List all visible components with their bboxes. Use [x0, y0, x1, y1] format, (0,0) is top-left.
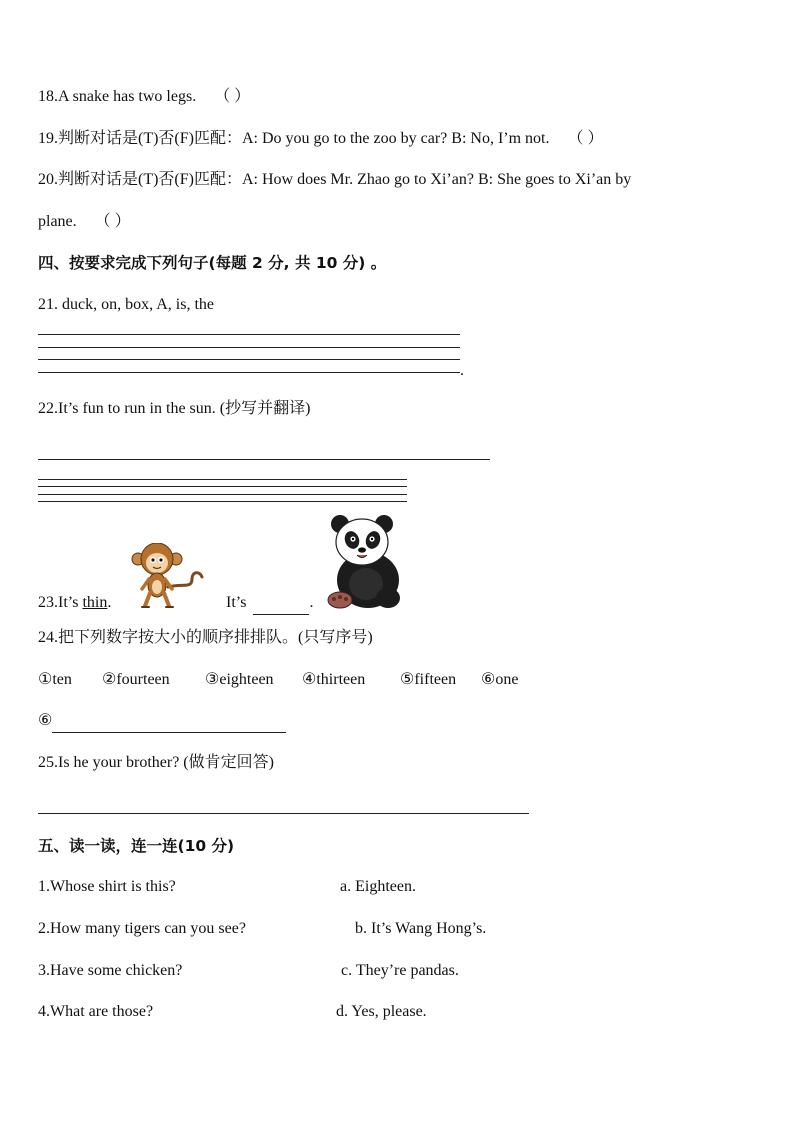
- section-5-heading: 五、读一读，连一连(10 分): [38, 837, 235, 855]
- q19-text: 19.判断对话是(T)否(F)匹配：A: Do you go to the zoo by car? B: No, I’m not.: [38, 130, 550, 147]
- question-21: 21. duck, on, box, A, is, the: [38, 296, 214, 313]
- question-23-part-1: [38, 592, 111, 614]
- q22-translate-line-3[interactable]: [38, 494, 407, 495]
- question-22: 22.It’s fun to run in the sun. (抄写并翻译): [38, 400, 311, 417]
- match-left-2[interactable]: 2.How many tigers can you see?: [38, 920, 246, 937]
- q21-answer-line-1[interactable]: [38, 334, 460, 335]
- question-23-part-2: [226, 592, 313, 615]
- section-4-heading: 四、按要求完成下列句子(每题 2 分, 共 10 分) 。: [38, 254, 387, 272]
- q24-answer-blank[interactable]: [52, 710, 286, 733]
- monkey-icon: [130, 543, 208, 609]
- q21-end-dot: .: [460, 362, 464, 379]
- question-25: 25.Is he your brother? (做肯定回答): [38, 754, 274, 771]
- q22-copy-line[interactable]: [38, 459, 490, 460]
- q23-dot: .: [107, 594, 112, 611]
- q24-option-2: ②fourteen: [102, 671, 170, 688]
- question-19: [38, 128, 604, 150]
- q24-option-6: ⑥one: [481, 671, 519, 688]
- q25-answer-line[interactable]: [38, 813, 529, 814]
- q21-answer-line-2[interactable]: [38, 347, 460, 348]
- q24-answer-row: [38, 710, 286, 733]
- q19-answer-paren[interactable]: （ ）: [567, 130, 604, 147]
- q23-second-prefix: It’s: [226, 594, 247, 611]
- q24-option-5: ⑤fifteen: [400, 671, 457, 688]
- q23-prefix: 23.It’s: [38, 594, 79, 611]
- panda-icon: [324, 514, 404, 610]
- q24-option-1: ①ten: [38, 671, 72, 688]
- match-left-3[interactable]: 3.Have some chicken?: [38, 962, 183, 979]
- match-right-d[interactable]: d. Yes, please.: [336, 1003, 427, 1020]
- match-right-c[interactable]: c. They’re pandas.: [341, 962, 459, 979]
- match-right-a[interactable]: a. Eighteen.: [340, 878, 416, 895]
- q21-answer-line-3[interactable]: [38, 359, 460, 360]
- match-right-b[interactable]: b. It’s Wang Hong’s.: [355, 920, 487, 937]
- q23-second-dot: .: [309, 594, 314, 611]
- q21-answer-line-4[interactable]: [38, 372, 460, 373]
- q22-translate-line-4[interactable]: [38, 501, 407, 502]
- question-20-continued: [38, 211, 131, 233]
- match-left-1[interactable]: 1.Whose shirt is this?: [38, 878, 176, 895]
- q18-text: 18.A snake has two legs.: [38, 88, 197, 105]
- q18-answer-paren[interactable]: （ ）: [214, 88, 251, 105]
- question-18: [38, 86, 250, 108]
- q20-text: 20.判断对话是(T)否(F)匹配：A: How does Mr. Zhao go to Xi’an? B: She goes to Xi’an by: [38, 171, 632, 188]
- q24-option-3: ③eighteen: [205, 671, 274, 688]
- q24-answer-start: ⑥: [38, 712, 53, 729]
- q24-option-4: ④thirteen: [302, 671, 366, 688]
- q20-text2: plane.: [38, 213, 77, 230]
- question-24: 24.把下列数字按大小的顺序排排队。(只写序号): [38, 629, 373, 646]
- q22-translate-line-2[interactable]: [38, 486, 407, 487]
- q23-answer-blank[interactable]: [253, 592, 309, 615]
- q22-translate-line-1[interactable]: [38, 479, 407, 480]
- question-20: [38, 169, 631, 191]
- q20-answer-paren[interactable]: （ ）: [94, 213, 131, 230]
- match-left-4[interactable]: 4.What are those?: [38, 1003, 154, 1020]
- q23-word: thin: [82, 594, 108, 611]
